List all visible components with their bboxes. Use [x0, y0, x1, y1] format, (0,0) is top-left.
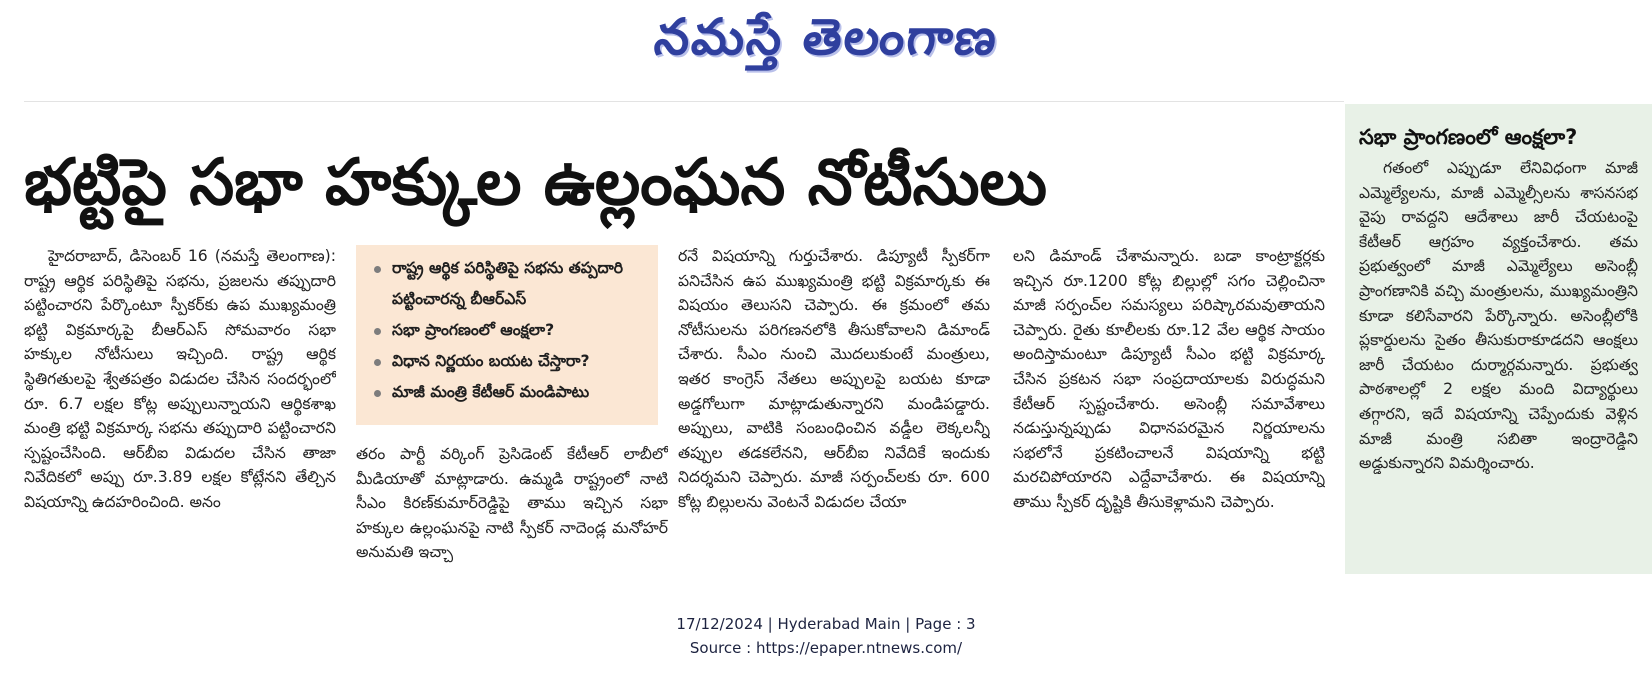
sidebar-body: గతంలో ఎప్పుడూ లేనివిధంగా మాజీ ఎమ్మెల్యేలను, మాజీ ఎమ్మెల్సీలను శాసనసభ వైపు రావద్దని ఆదేశాలు జారీ చేయటంపై కేటీఆర్ ఆగ్రహం వ్యక్తంచేశారు. తమ ప్రభుత్వంలో మాజీ ఎమ్మెల్యేలు అసెంబ్లీ ప్రాంగణానికి వచ్చి మంత్రులను, ముఖ్యమంత్రిని కూడా కలిసేవారని పేర్కొన్నారు. అసెంబ్లీలోకి ప్లకార్డులను సైతం తీసుకురాకూడదని ఆంక్షలు జారీ చేయటం దుర్మార్గమన్నారు. ప్రభుత్వ పాఠశాలల్లో 2 లక్షల మంది విద్యార్థులు తగ్గారని, ఇదే విషయాన్ని చెప్పేందుకు వెళ్లిన మాజీ మంత్రి సబితా ఇంద్రారెడ్డిని అడ్డుకున్నారని విమర్శించారు.: [1359, 159, 1638, 473]
highlight-item: సభా ప్రాంగణంలో ఆంక్షలా?: [372, 315, 648, 346]
source-line: Source : https://epaper.ntnews.com/: [689, 639, 963, 657]
highlight-item: మాజీ మంత్రి కేటీఆర్ మండిపాటు: [372, 377, 648, 408]
article-paragraph: రనే విషయాన్ని గుర్తుచేశారు. డిప్యూటీ స్పీకర్‌గా పనిచేసిన ఉప ముఖ్యమంత్రి భట్టి విక్రమార్కకు ఈ విషయం తెలుసని చెప్పారు. ఈ క్రమంలో తమ నోటీసులను పరిగణనలోకి తీసుకోవాలని డిమాండ్ చేశారు. సీఎం నుంచి మొదలుకుంటే మంత్రులు, ఇతర కాంగ్రెస్ నేతలు అప్పులపై బయట కూడా అడ్డగోలుగా మాట్లాడుతున్నారని మండిపడ్డారు. అప్పులు, వాటికి సంబంధించిన వడ్డీల లెక్కలన్నీ తప్పుల తడకలేనని, ఆర్‌బీఐ నివేదికే ఇందుకు నిదర్శమని చెప్పారు. మాజీ సర్పంచ్‌లకు రూ. 600 కోట్ల బిల్లులను వెంటనే విడుదల చేయా: [678, 247, 990, 511]
highlight-item: రాష్ట్ర ఆర్థిక పరిస్థితిపై సభను తప్పదారి పట్టించారన్న బీఆర్‌ఎస్: [372, 253, 648, 315]
article-paragraph: తరం పార్టీ వర్కింగ్ ప్రెసిడెంట్ కేటీఆర్ లాబీలో మీడియాతో మాట్లాడారు. ఉమ్మడి రాష్ట్రంలో నాటి సీఎం కిరణ్‌కుమార్‌రెడ్డిపై తాము ఇచ్చిన సభా హక్కుల ఉల్లంఘనపై నాటి స్పీకర్ నాదెండ్ల మనోహర్ అనుమతి ఇచ్చా: [356, 445, 668, 562]
article-column-4: [1013, 244, 1325, 584]
article-column-2: [356, 442, 668, 584]
article-paragraph: హైదరాబాద్, డిసెంబర్ 16 (నమస్తే తెలంగాణ): రాష్ట్ర ఆర్థిక పరిస్థితిపై సభను, ప్రజలను తప్పుదారి పట్టించారని పేర్కొంటూ స్పీకర్‌కు ఉప ముఖ్యమంత్రి భట్టి విక్రమార్కపై బీఆర్‌ఎస్ సోమవారం సభా హక్కుల నోటీసులు ఇచ్చింది. రాష్ట్ర ఆర్థిక స్థితిగతులపై శ్వేతపత్రం విడుదల చేసిన సందర్భంలో రూ. 6.7 లక్షల కోట్ల అప్పులున్నాయని ఆర్థికశాఖ మంత్రి భట్టి విక్రమార్క సభను తప్పుదారి పట్టించారని స్పష్టంచేసింది. ఆర్‌బీఐ విడుదల చేసిన తాజా నివేదికలో అప్పు రూ.3.89 లక్షల కోట్లేనని తేల్చిన విషయాన్ని ఉదహరించింది. అనం: [24, 247, 336, 511]
page-footer: [0, 612, 1652, 660]
sidebar-box: [1345, 104, 1652, 574]
article-headline: భట్టిపై సభా హక్కుల ఉల్లంఘన నోటీసులు: [24, 146, 1048, 220]
highlights-list: [372, 253, 648, 408]
masthead-logo: నమస్తే తెలంగాణ: [651, 7, 1002, 66]
sidebar-title: సభా ప్రాంగణంలో ఆంక్షలా?: [1359, 125, 1578, 149]
masthead: [0, 0, 1652, 86]
masthead-divider: [24, 101, 1344, 102]
highlights-box: [356, 245, 658, 425]
article-column-1: [24, 244, 336, 584]
highlight-item: విధాన నిర్ణయం బయట చేస్తారా?: [372, 346, 648, 377]
article-paragraph: లని డిమాండ్ చేశామన్నారు. బడా కాంట్రాక్టర్లకు ఇచ్చిన రూ.1200 కోట్ల బిల్లుల్లో సగం చెల్లించినా మాజీ సర్పంచ్‌ల సమస్యలు పరిష్కారమవుతాయని చెప్పారు. రైతు కూలీలకు రూ.12 వేల ఆర్థిక సాయం అందిస్తామంటూ డిప్యూటీ సీఎం భట్టి విక్రమార్క చేసిన ప్రకటన సభా సంప్రదాయాలకు విరుద్ధమని కేటీఆర్ స్పష్టంచేశారు. అసెంబ్లీ సమావేశాలు నడుస్తున్నప్పుడు విధానపరమైన నిర్ణయాలను సభలోనే ప్రకటించాలనే విషయాన్ని భట్టి మరచిపోయారని ఎద్దేవాచేశారు. ఈ విషయాన్ని తాము స్పీకర్ దృష్టికి తీసుకెళ్లామని చెప్పారు.: [1013, 247, 1325, 511]
article-column-3: [678, 244, 990, 584]
edition-info: 17/12/2024 | Hyderabad Main | Page : 3: [676, 615, 976, 633]
